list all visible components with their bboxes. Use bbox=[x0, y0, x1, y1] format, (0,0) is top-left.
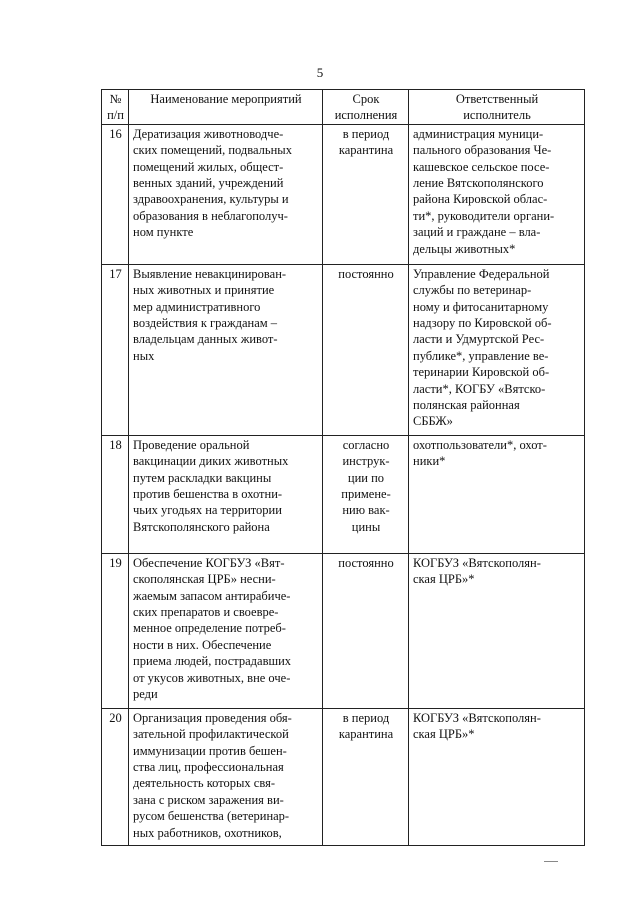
text-line: постоянно bbox=[338, 555, 394, 570]
measure-term bbox=[323, 435, 409, 553]
table-row bbox=[102, 708, 585, 845]
text-line: ти*, руководители органи- bbox=[413, 208, 555, 223]
text-line: от укусов животных, вне оче- bbox=[133, 670, 291, 685]
text-line: ская ЦРБ»* bbox=[413, 572, 475, 587]
measure-name bbox=[129, 264, 323, 435]
text-line: примене- bbox=[341, 487, 391, 502]
text-line: ники* bbox=[413, 454, 446, 469]
measure-responsible bbox=[409, 708, 585, 845]
measure-name bbox=[129, 708, 323, 845]
text-line: ласти*, КОГБУ «Вятско- bbox=[413, 381, 546, 396]
row-number: 17 bbox=[102, 264, 129, 435]
measure-term bbox=[323, 124, 409, 264]
text-line: района Кировской облас- bbox=[413, 192, 548, 207]
row-number: 19 bbox=[102, 553, 129, 708]
text-line: Наименование мероприятий bbox=[150, 92, 302, 106]
header-num bbox=[102, 90, 129, 125]
text-line: путем раскладки вакцины bbox=[133, 470, 272, 485]
scan-mark bbox=[544, 861, 558, 862]
text-line: № bbox=[109, 92, 122, 106]
text-line: Обеспечение КОГБУЗ «Вят- bbox=[133, 555, 285, 570]
text-line: Срок bbox=[352, 92, 380, 106]
text-line: надзору по Кировской об- bbox=[413, 316, 552, 331]
text-line: Ответственный bbox=[455, 92, 539, 106]
text-line: карантина bbox=[338, 143, 394, 158]
measure-term bbox=[323, 264, 409, 435]
text-line: ская ЦРБ»* bbox=[413, 727, 475, 742]
table-row bbox=[102, 435, 585, 553]
table-row bbox=[102, 124, 585, 264]
text-line: нию вак- bbox=[342, 503, 390, 518]
text-line: иммунизации против бешен- bbox=[133, 743, 287, 758]
measure-term bbox=[323, 553, 409, 708]
text-line: заций и граждане – вла- bbox=[413, 225, 541, 240]
header-name bbox=[129, 90, 323, 125]
measure-responsible bbox=[409, 435, 585, 553]
text-line: ских помещений, подвальных bbox=[133, 143, 292, 158]
text-line: ных животных и принятие bbox=[133, 283, 275, 298]
text-line: п/п bbox=[107, 108, 124, 123]
row-number: 20 bbox=[102, 708, 129, 845]
text-line: владельцам данных живот- bbox=[133, 332, 278, 347]
measure-name bbox=[129, 124, 323, 264]
measure-name bbox=[129, 553, 323, 708]
measure-responsible bbox=[409, 124, 585, 264]
text-line: ных bbox=[133, 348, 155, 363]
text-line: помещений жилых, общест- bbox=[133, 159, 284, 174]
text-line: КОГБУЗ «Вятскополян- bbox=[413, 555, 541, 570]
text-line: администрация муници- bbox=[413, 126, 544, 141]
text-line: Проведение оральной bbox=[133, 437, 250, 452]
text-line: кашевское сельское посе- bbox=[413, 159, 550, 174]
text-line: полянская районная bbox=[413, 398, 520, 413]
text-line: пального образования Че- bbox=[413, 143, 552, 158]
text-line: ном пункте bbox=[133, 225, 194, 240]
text-line: ции по bbox=[347, 470, 385, 485]
measure-responsible bbox=[409, 553, 585, 708]
text-line: Дератизация животноводче- bbox=[133, 126, 284, 141]
text-line: против бешенства в охотни- bbox=[133, 487, 283, 502]
text-line: инструк- bbox=[342, 454, 390, 469]
text-line: Организация проведения обя- bbox=[133, 710, 292, 725]
text-line: СББЖ» bbox=[413, 414, 453, 429]
measures-table bbox=[101, 89, 585, 846]
text-line: реди bbox=[133, 687, 158, 702]
text-line: Управление Федеральной bbox=[413, 266, 550, 281]
text-line: образования в неблагополуч- bbox=[133, 208, 288, 223]
table-row bbox=[102, 553, 585, 708]
table-row bbox=[102, 264, 585, 435]
header-resp bbox=[409, 90, 585, 125]
text-line: мер административного bbox=[133, 299, 261, 314]
text-line: ласти и Удмуртской Рес- bbox=[413, 332, 545, 347]
text-line: в период bbox=[342, 710, 390, 725]
measure-responsible bbox=[409, 264, 585, 435]
text-line: Выявление невакцинирован- bbox=[133, 266, 287, 281]
text-line: публике*, управление ве- bbox=[413, 348, 549, 363]
text-line: охотпользователи*, охот- bbox=[413, 437, 547, 452]
row-number: 18 bbox=[102, 435, 129, 553]
text-line: менное определение потреб- bbox=[133, 621, 286, 636]
text-line: деятельность которых свя- bbox=[133, 776, 275, 791]
text-line: ских препаратов и своевре- bbox=[133, 605, 279, 620]
text-line: согласно bbox=[342, 437, 390, 452]
text-line: дельцы животных* bbox=[413, 241, 516, 256]
text-line: жаемым запасом антирабиче- bbox=[133, 588, 291, 603]
text-line: КОГБУЗ «Вятскополян- bbox=[413, 710, 541, 725]
text-line: ности в них. Обеспечение bbox=[133, 637, 272, 652]
text-line: вакцинации диких животных bbox=[133, 454, 289, 469]
page-number: 5 bbox=[316, 65, 324, 80]
row-number: 16 bbox=[102, 124, 129, 264]
text-line: чьих угодьях на территории bbox=[133, 503, 282, 518]
text-line: постоянно bbox=[338, 266, 394, 281]
text-line: цины bbox=[351, 519, 381, 534]
text-line: ление Вятскополянского bbox=[413, 176, 544, 191]
text-line: теринарии Кировской об- bbox=[413, 365, 550, 380]
text-line: здравоохранения, культуры и bbox=[133, 192, 289, 207]
text-line: карантина bbox=[338, 727, 394, 742]
text-line: воздействия к гражданам – bbox=[133, 316, 278, 331]
text-line: ных работников, охотников, bbox=[133, 825, 282, 840]
text-line: ства лиц, профессиональная bbox=[133, 760, 284, 775]
header-term bbox=[323, 90, 409, 125]
text-line: зана с риском заражения ви- bbox=[133, 792, 284, 807]
text-line: в период bbox=[342, 126, 390, 141]
text-line: скополянская ЦРБ» несни- bbox=[133, 572, 276, 587]
measure-term bbox=[323, 708, 409, 845]
text-line: зательной профилактической bbox=[133, 727, 289, 742]
text-line: исполнитель bbox=[463, 108, 531, 123]
measure-name bbox=[129, 435, 323, 553]
text-line: ному и фитосанитарному bbox=[413, 299, 549, 314]
text-line: венных зданий, учреждений bbox=[133, 176, 284, 191]
text-line: службы по ветеринар- bbox=[413, 283, 532, 298]
table-header-row bbox=[102, 90, 585, 125]
text-line: Вятскополянского района bbox=[133, 519, 270, 534]
text-line: приема людей, пострадавших bbox=[133, 654, 292, 669]
text-line: исполнения bbox=[334, 108, 398, 123]
text-line: русом бешенства (ветеринар- bbox=[133, 809, 290, 824]
